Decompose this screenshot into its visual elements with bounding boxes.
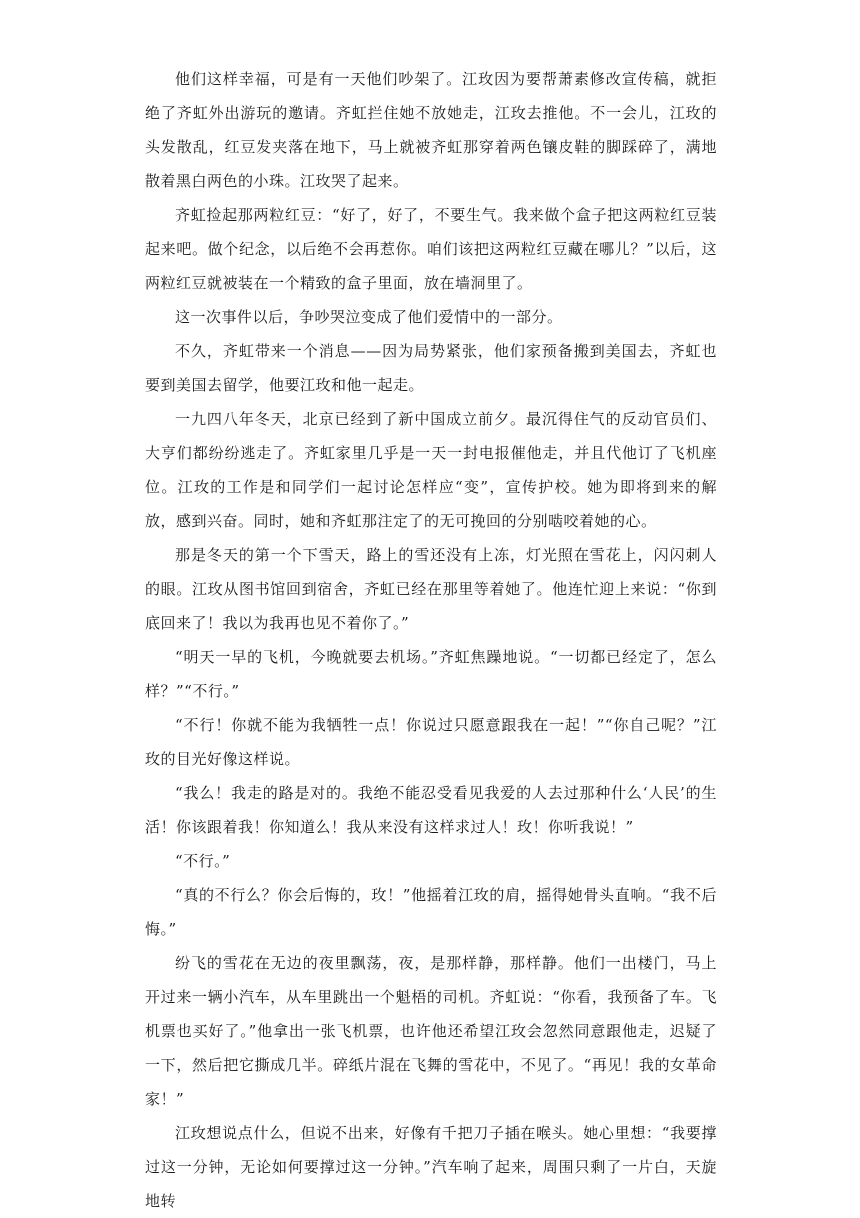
paragraph: 齐虹捡起那两粒红豆：“好了，好了，不要生气。我来做个盒子把这两粒红豆装起来吧。做个纪念，以后绝不会再惹你。咱们该把这两粒红豆藏在哪儿？”以后，这两粒红豆就被装在一个精致的盒子里面，放在墙洞里了。 bbox=[145, 206, 717, 292]
document-body bbox=[145, 62, 717, 1218]
paragraph: “我么！我走的路是对的。我绝不能忍受看见我爱的人去过那种什么‘人民’的生活！你该跟着我！你知道么！我从来没有这样求过人！玫！你听我说！” bbox=[145, 784, 717, 836]
paragraph: “真的不行么？你会后悔的，玫！”他摇着江玫的肩，摇得她骨头直响。“我不后悔。” bbox=[145, 886, 717, 938]
paragraph: “不行。” bbox=[175, 852, 231, 870]
paragraph: 不久，齐虹带来一个消息——因为局势紧张，他们家预备搬到美国去，齐虹也要到美国去留学，他要江玫和他一起走。 bbox=[145, 342, 717, 394]
paragraph: 那是冬天的第一个下雪天，路上的雪还没有上冻，灯光照在雪花上，闪闪刺人的眼。江玫从图书馆回到宿舍，齐虹已经在那里等着她了。他连忙迎上来说：“你到底回来了！我以为我再也见不着你了。” bbox=[145, 546, 717, 632]
paragraph: “不行！你就不能为我牺牲一点！你说过只愿意跟我在一起！”“你自己呢？”江玫的目光好像这样说。 bbox=[145, 716, 717, 768]
paragraph: 这一次事件以后，争吵哭泣变成了他们爱情中的一部分。 bbox=[175, 308, 563, 326]
paragraph: 江玫想说点什么，但说不出来，好像有千把刀子插在喉头。她心里想：“我要撑过这一分钟，无论如何要撑过这一分钟。”汽车响了起来，周围只剩了一片白，天旋地转 bbox=[145, 1124, 717, 1210]
paragraph: 他们这样幸福，可是有一天他们吵架了。江玫因为要帮萧素修改宣传稿，就拒绝了齐虹外出游玩的邀请。齐虹拦住她不放她走，江玫去推他。不一会儿，江玫的头发散乱，红豆发夹落在地下，马上就被齐虹那穿着两色镶皮鞋的脚踩碎了，满地散着黑白两色的小珠。江玫哭了起来。 bbox=[145, 70, 717, 190]
paragraph: 一九四八年冬天，北京已经到了新中国成立前夕。最沉得住气的反动官员们、大亨们都纷纷逃走了。齐虹家里几乎是一天一封电报催他走，并且代他订了飞机座位。江玫的工作是和同学们一起讨论怎样应“变”，宣传护校。她为即将到来的解放，感到兴奋。同时，她和齐虹那注定了的无可挽回的分别啮咬着她的心。 bbox=[145, 410, 717, 530]
paragraph: “明天一早的飞机，今晚就要去机场。”齐虹焦躁地说。“一切都已经定了，怎么样？”“不行。” bbox=[145, 648, 717, 700]
paragraph: 纷飞的雪花在无边的夜里飘荡，夜，是那样静，那样静。他们一出楼门，马上开过来一辆小汽车，从车里跳出一个魁梧的司机。齐虹说：“你看，我预备了车。飞机票也买好了。”他拿出一张飞机票，也许他还希望江玫会忽然同意跟他走，迟疑了一下，然后把它撕成几半。碎纸片混在飞舞的雪花中，不见了。“再见！我的女革命家！” bbox=[145, 954, 717, 1108]
